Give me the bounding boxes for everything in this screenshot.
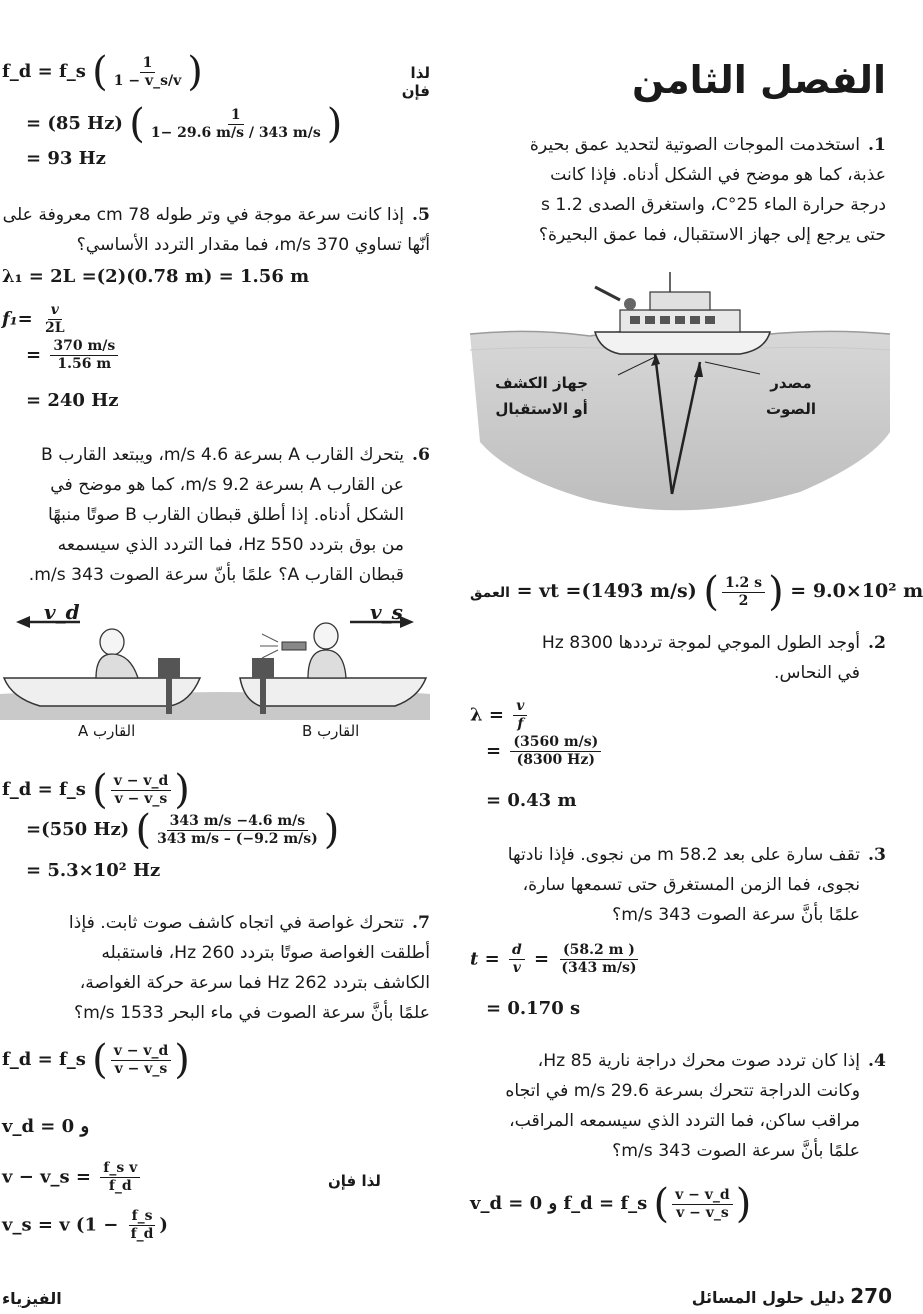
q4-cont-1: f_d = f_s ( $\frac{1}{1 - v\_s/v}$ ) — [2, 49, 203, 95]
question-6 — [0, 440, 430, 590]
question-3 — [466, 840, 886, 930]
q4-cont-3: = 93 Hz — [26, 148, 106, 169]
q2-step2: = $\frac{(3560 m/s)}{(8300 Hz)}$ — [486, 734, 604, 769]
boat-a-label: القارب A — [78, 722, 136, 740]
therefore-label-2: لذا فإن — [328, 1172, 381, 1190]
q5-l1: λ₁ = 2L =(2)(0.78 m) = 1.56 m — [2, 266, 310, 287]
q5-l2: f₁= $\frac{v}{2L}$ — [2, 302, 65, 336]
q4-given: v_d = 0 و f_d = f_s ( $\frac{v - v\_d}{v - v\_s}$ ) — [470, 1181, 752, 1227]
question-text: علمًا بأنَّ سرعة الصوت 343 m/s؟ — [612, 905, 860, 925]
question-text: من بوق بتردد 550 Hz، فما التردد الذي سيسمعه — [57, 535, 404, 555]
q5-l3: = $\frac{370 m/s}{1.56 m}$ — [26, 338, 121, 373]
question-text: إذا كان تردد صوت محرك دراجة نارية 85 Hz، — [537, 1051, 861, 1071]
question-7 — [0, 908, 430, 1028]
q5-l4: = 240 Hz — [26, 390, 119, 411]
source-label: مصدر الصوت — [765, 374, 816, 418]
question-text: علمًا بأنَّ سرعة الصوت في ماء البحر 1533 m/s؟ — [73, 1003, 430, 1023]
question-text: في النحاس. — [774, 663, 860, 683]
q2-result: = 0.43 m — [486, 790, 577, 811]
footer-title: دليل حلول المسائل — [691, 1288, 845, 1307]
question-text: يتحرك القارب A بسرعة 4.6 m/s، ويبتعد القارب B — [40, 445, 405, 465]
question-text: الشكل أدناه. إذا أطلق قبطان القارب B صوتًا منبهًا — [48, 505, 404, 525]
q7-l4: v_s = v (1 − $\frac{f\_s}{f\_d}$ ) — [2, 1208, 168, 1242]
boat-icon — [595, 272, 770, 354]
person-a-icon — [96, 629, 138, 678]
question-number: 2. — [868, 633, 886, 653]
q3-result: = 0.170 s — [486, 998, 581, 1019]
q2-step1: λ = $\frac{v}{f}$ — [470, 698, 530, 733]
chapter-title: الفصل الثامن — [631, 58, 886, 102]
question-number: 7. — [412, 913, 430, 933]
fig-vs-label: v_s — [370, 600, 403, 624]
boat-b-label: القارب B — [302, 722, 360, 740]
question-text: قبطان القارب A؟ علمًا بأنّ سرعة الصوت 343 m/s. — [28, 565, 404, 585]
q6-l2: =(550 Hz) ( $\frac{343 m/s -4.6 m/s}{343 m/s - (-9.2 m/s)}$ ) — [26, 807, 340, 853]
question-4 — [466, 1046, 886, 1166]
question-text: إذا كانت سرعة موجة في وتر طوله 78 cm معروفة على — [2, 205, 405, 225]
question-text: تقف سارة على بعد 58.2 m من نجوى. فإذا نادتها — [507, 845, 861, 865]
question-text: استخدمت الموجات الصوتية لتحديد عمق بحيرة — [529, 135, 861, 155]
question-text: أوجد الطول الموجي لموجة ترددها 8300 Hz — [541, 633, 861, 653]
footer-subject: الفيزياء — [2, 1289, 62, 1308]
question-text: أطلقت الغواصة صوتًا بتردد 260 Hz، فاستقبله — [101, 943, 430, 963]
fig-vd-label: v_d — [44, 600, 80, 624]
question-text: علمًا بأنَّ سرعة الصوت 343 m/s؟ — [612, 1141, 860, 1161]
question-text: عذبة، كما هو موضح في الشكل أدناه. فإذا كانت — [550, 165, 886, 185]
question-1 — [466, 130, 886, 250]
page-number: 270 — [850, 1284, 892, 1308]
question-2 — [466, 628, 886, 688]
question-text: تتحرك غواصة في اتجاه كاشف صوت ثابت. فإذا — [68, 913, 405, 933]
question-text: أنّها تساوي 370 m/s، فما مقدار التردد الأساسي؟ — [76, 235, 430, 255]
question-text: درجة حرارة الماء 25°C، واستغرق الصدى 1.2 s — [540, 195, 886, 215]
question-5 — [0, 200, 430, 260]
question-text: حتى يرجع إلى جهاز الاستقبال، فما عمق البحيرة؟ — [538, 225, 886, 245]
detector-label: جهاز الكشف أو الاستقبال — [495, 374, 588, 418]
question-number: 5. — [412, 205, 430, 225]
therefore-label: لذا فإن — [401, 64, 430, 100]
q4-cont-2: = (85 Hz) ( $\frac{1}{1- 29.6 m/s / 343 m/s}$ ) — [26, 101, 343, 147]
question-text: وكانت الدراجة تتحرك بسرعة 29.6 m/s في اتجاه — [505, 1081, 860, 1101]
question-number: 1. — [868, 135, 886, 155]
q7-l1: f_d = f_s ( $\frac{v - v\_d}{v - v\_s}$ ) — [2, 1037, 190, 1083]
q6-l1: f_d = f_s ( $\frac{v - v\_d}{v - v\_s}$ ) — [2, 767, 190, 813]
question-text: الكاشف بتردد 262 Hz فما سرعة حركة الغواصة، — [79, 973, 430, 993]
question-text: مراقب ساكن، فما التردد الذي سيسمعه المراقب، — [509, 1111, 860, 1131]
q6-l3: = 5.3×10² Hz — [26, 860, 161, 881]
question-number: 3. — [868, 845, 886, 865]
question-number: 6. — [412, 445, 430, 465]
question-text: نجوى، فما الزمن المستغرق حتى تسمعها سارة، — [522, 875, 860, 895]
q1-answer: العمق = vt =(1493 m/s) ( $\frac{1.2 s}{2}$ ) = 9.0×10² m — [470, 569, 923, 615]
q7-l3: v − v_s = $\frac{\text{f\_s v}}{f\_d}$ — [2, 1160, 143, 1195]
question-text: عن القارب A بسرعة 9.2 m/s، كما هو موضح في — [50, 475, 404, 495]
footer-page — [692, 1284, 892, 1308]
question-number: 4. — [868, 1051, 886, 1071]
q7-l2: v_d = 0 و — [2, 1116, 90, 1137]
q3-step1: t = $\frac{d}{v}$ = $\frac{(58.2 m )}{(343 m/s)}$ — [470, 942, 637, 976]
